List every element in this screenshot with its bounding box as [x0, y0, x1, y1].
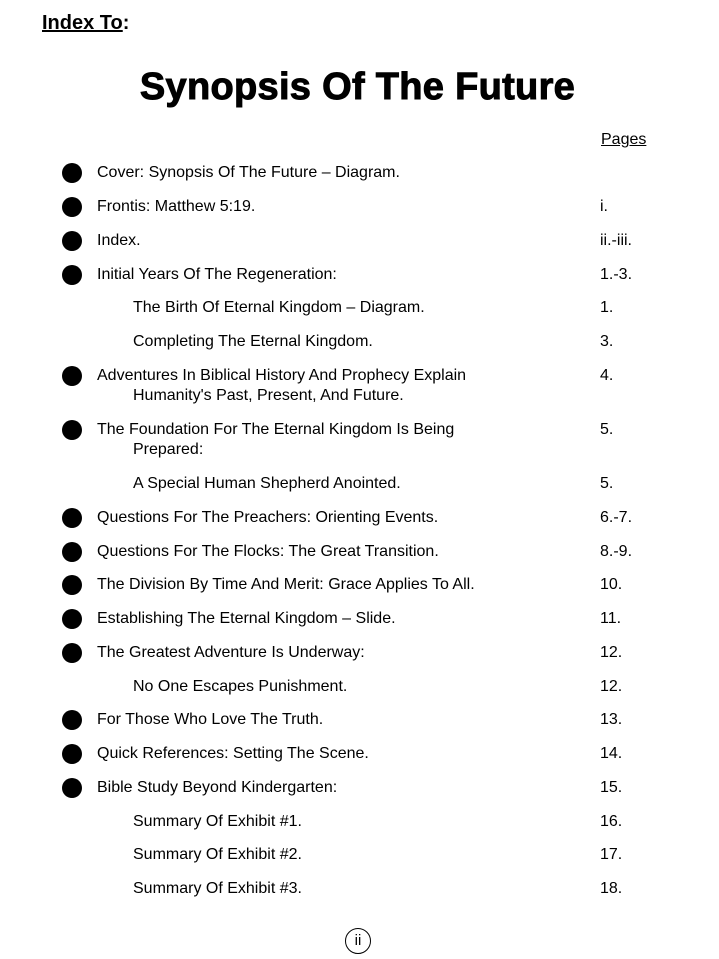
- entry-page: 10.: [600, 576, 623, 593]
- bullet-icon: [62, 575, 82, 595]
- entry-title: For Those Who Love The Truth.: [97, 711, 324, 728]
- entry-page: 14.: [600, 745, 623, 762]
- index-heading: [42, 12, 129, 35]
- entry-page: 1.: [600, 299, 614, 316]
- bullet-icon: [62, 197, 82, 217]
- subentry-title: Completing The Eternal Kingdom.: [133, 333, 373, 350]
- subentry-title: Summary Of Exhibit #2.: [133, 846, 302, 863]
- entry-page: 6.-7.: [600, 509, 633, 526]
- entry-title: Questions For The Preachers: Orienting Events.: [97, 509, 439, 526]
- subentry-title: Summary Of Exhibit #3.: [133, 880, 302, 897]
- entry-title: [97, 420, 454, 460]
- page-number-badge: ii: [345, 928, 371, 954]
- bullet-icon: [62, 231, 82, 251]
- entry-page: 17.: [600, 846, 623, 863]
- subentry-title: Summary Of Exhibit #1.: [133, 813, 302, 830]
- entry-page: 12.: [600, 678, 623, 695]
- entry-page: 4.: [600, 367, 614, 384]
- entry-page: ii.-iii.: [600, 232, 632, 249]
- bullet-icon: [62, 778, 82, 798]
- bullet-icon: [62, 420, 82, 440]
- entry-title: [97, 366, 466, 406]
- entry-page: 3.: [600, 333, 614, 350]
- bullet-icon: [62, 744, 82, 764]
- bullet-icon: [62, 163, 82, 183]
- bullet-icon: [62, 643, 82, 663]
- entry-title: Establishing The Eternal Kingdom – Slide.: [97, 610, 396, 627]
- entry-title: Questions For The Flocks: The Great Transition.: [97, 543, 439, 560]
- entry-title: Initial Years Of The Regeneration:: [97, 266, 337, 283]
- entry-page: 5.: [600, 475, 614, 492]
- entry-title-line-1: The Foundation For The Eternal Kingdom Is Being: [97, 421, 455, 438]
- index-heading-colon: :: [122, 12, 130, 34]
- bullet-icon: [62, 710, 82, 730]
- entry-page: 15.: [600, 779, 623, 796]
- bullet-icon: [62, 366, 82, 386]
- bullet-icon: [62, 542, 82, 562]
- document-title: [0, 66, 719, 109]
- entry-page: 13.: [600, 711, 623, 728]
- bullet-icon: [62, 265, 82, 285]
- entry-page: 18.: [600, 880, 623, 897]
- entry-title: Cover: Synopsis Of The Future – Diagram.: [97, 164, 400, 181]
- entry-page: 1.-3.: [600, 266, 633, 283]
- entry-page: 8.-9.: [600, 543, 633, 560]
- entry-page: 12.: [600, 644, 623, 661]
- entry-title: Frontis: Matthew 5:19.: [97, 198, 256, 215]
- entry-title: Index.: [97, 232, 141, 249]
- subentry-title: No One Escapes Punishment.: [133, 678, 348, 695]
- entry-title-line-2: Humanity's Past, Present, And Future.: [133, 387, 404, 404]
- subentry-title: A Special Human Shepherd Anointed.: [133, 475, 401, 492]
- entry-page: i.: [600, 198, 608, 215]
- entry-page: 5.: [600, 421, 614, 438]
- index-heading-label: Index To: [42, 12, 123, 34]
- entry-title-line-1: Adventures In Biblical History And Prophecy Explain: [97, 367, 467, 384]
- pages-column-heading: Pages: [601, 131, 647, 148]
- bullet-icon: [62, 609, 82, 629]
- entry-title-line-2: Prepared:: [133, 441, 204, 458]
- entry-page: 11.: [600, 610, 622, 627]
- bullet-icon: [62, 508, 82, 528]
- entry-title: The Division By Time And Merit: Grace Applies To All.: [97, 576, 475, 593]
- entry-title: Quick References: Setting The Scene.: [97, 745, 369, 762]
- entry-title: Bible Study Beyond Kindergarten:: [97, 779, 338, 796]
- entry-title: The Greatest Adventure Is Underway:: [97, 644, 365, 661]
- subentry-title: The Birth Of Eternal Kingdom – Diagram.: [133, 299, 425, 316]
- document-title-text: Synopsis Of The Future: [139, 66, 576, 108]
- entry-page: 16.: [600, 813, 623, 830]
